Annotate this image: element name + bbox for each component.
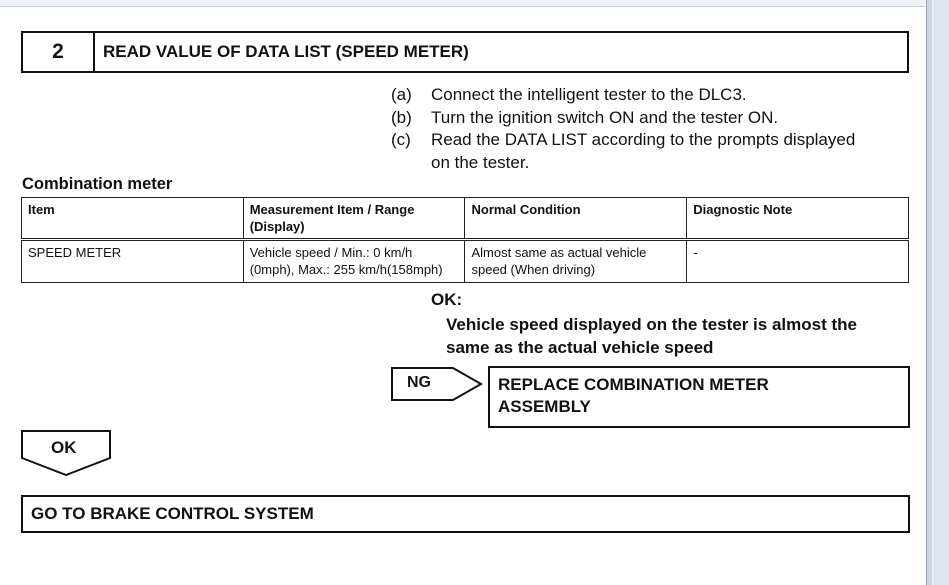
instruction-item — [391, 107, 921, 130]
cell-normal-line2: speed (When driving) — [471, 262, 596, 277]
instruction-text: Read the DATA LIST according to the prompts displayed — [431, 130, 856, 149]
cell-measurement — [243, 240, 465, 283]
instruction-list — [391, 84, 921, 174]
ok-condition-text — [446, 313, 916, 359]
step-title: READ VALUE OF DATA LIST (SPEED METER) — [103, 42, 469, 61]
header-measurement-line1: Measurement Item / Range — [249, 202, 415, 217]
ng-action-line2: ASSEMBLY — [498, 397, 591, 416]
table-row — [22, 240, 909, 283]
window-border — [926, 0, 932, 585]
instruction-text: Turn the ignition switch ON and the tester ON. — [431, 107, 779, 127]
instruction-item — [391, 129, 921, 152]
ok-condition-label: OK: — [431, 290, 463, 309]
header-diagnostic-note: Diagnostic Note — [687, 198, 909, 240]
cell-measurement-line1: Vehicle speed / Min.: 0 km/h — [249, 245, 413, 260]
ok-branch-label: OK — [51, 438, 77, 457]
page-top-edge — [0, 0, 926, 7]
instruction-key: (b) — [391, 107, 412, 127]
step-number: 2 — [23, 33, 95, 71]
header-measurement — [243, 198, 465, 240]
instruction-item — [391, 84, 921, 107]
ng-arrow-icon — [391, 367, 483, 401]
ng-action-box — [488, 366, 910, 428]
header-measurement-line2: (Display) — [249, 219, 305, 234]
cell-diagnostic-note: - — [687, 240, 909, 283]
section-label: Combination meter — [22, 175, 173, 193]
cell-item: SPEED METER — [22, 240, 244, 283]
instruction-item — [391, 152, 921, 175]
cell-measurement-line2: (0mph), Max.: 255 km/h(158mph) — [249, 262, 443, 277]
header-normal-condition: Normal Condition — [465, 198, 687, 240]
cell-normal-line1: Almost same as actual vehicle — [471, 245, 647, 260]
next-step-box: GO TO BRAKE CONTROL SYSTEM — [21, 495, 910, 533]
data-list-table — [21, 197, 909, 283]
instruction-text: on the tester. — [431, 152, 530, 172]
instruction-text: Connect the intelligent tester to the DLC3. — [431, 85, 747, 104]
ng-action-line1: REPLACE COMBINATION METER — [498, 375, 769, 394]
header-item: Item — [22, 198, 244, 240]
step-header — [21, 31, 909, 73]
ng-label: NG — [407, 374, 431, 391]
ok-condition-line1: Vehicle speed displayed on the tester is almost the — [446, 315, 857, 334]
instruction-key: (c) — [391, 130, 411, 149]
instruction-key: (a) — [391, 85, 412, 104]
cell-normal-condition — [465, 240, 687, 283]
window-frame — [934, 0, 949, 585]
instruction-key — [391, 152, 431, 175]
ok-condition-line2: same as the actual vehicle speed — [446, 338, 714, 357]
table-header-row — [22, 198, 909, 240]
